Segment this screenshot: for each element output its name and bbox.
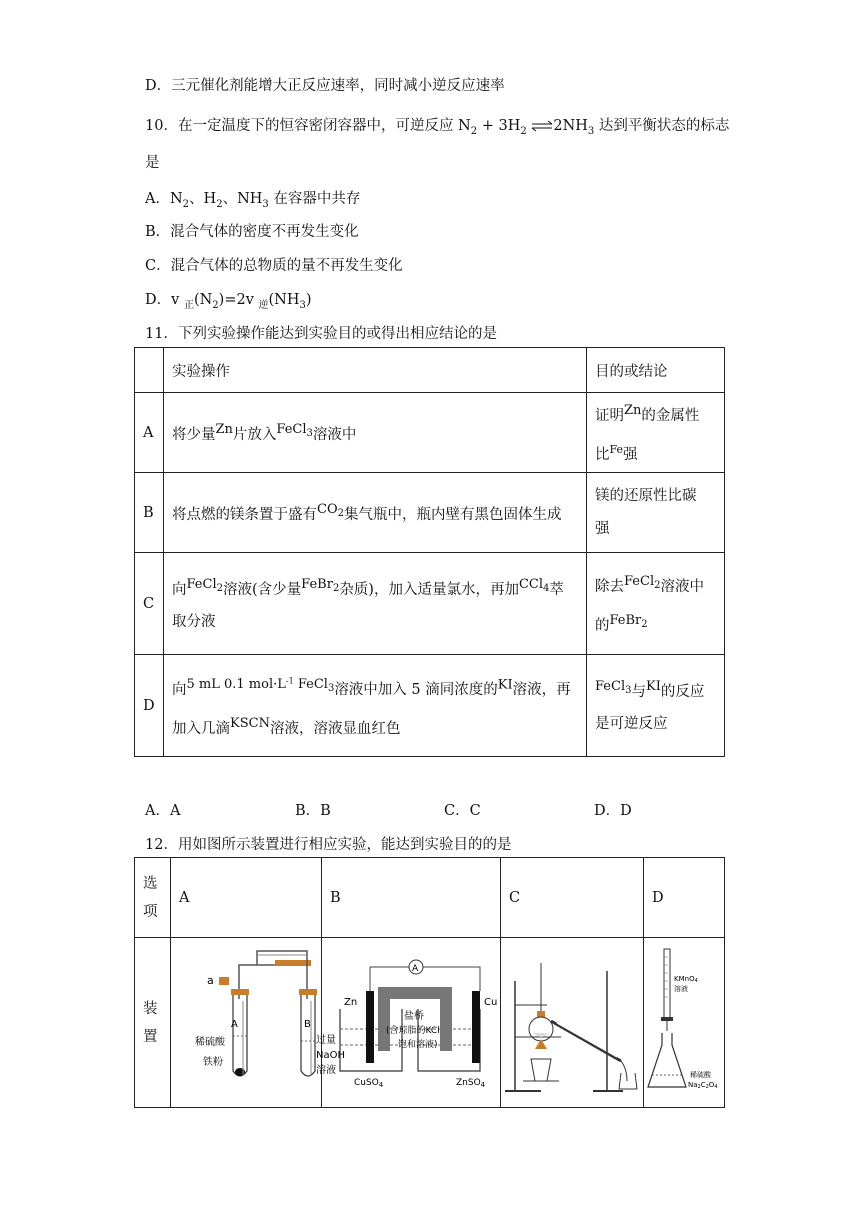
q10-option-b: B．混合气体的密度不再发生变化 xyxy=(145,224,359,240)
table-row xyxy=(135,655,725,757)
q11-stem: 11．下列实验操作能达到实验目的或得出相应结论的是 xyxy=(145,326,497,342)
row-key: C xyxy=(135,553,164,655)
label-cu: Cu xyxy=(484,996,498,1008)
equilibrium-arrow-icon xyxy=(531,121,553,131)
q11-choice-a: A．A xyxy=(145,803,181,819)
row-operation: 将少量$^{Zn}$片放入$^{FeCl_3}$溶液中 xyxy=(164,393,587,473)
label-dilute-h2so4: 稀硫酸 xyxy=(690,1070,711,1079)
q12-col-a: A xyxy=(171,858,322,938)
row-goal: $^{FeCl_3}$与$^{KI}$的反应 是可逆反应 xyxy=(587,655,725,757)
figure-b-cell xyxy=(322,938,501,1108)
apparatus-b-diagram xyxy=(322,941,500,1101)
label-solution: 溶液 xyxy=(316,1064,336,1076)
q11-choice-b: B．B xyxy=(295,803,331,819)
row-operation: 向$^{5 mL 0.1 mol\cdot L^{-1} FeCl_3}$溶液中加入 5 滴同浓度的$^{KI}$溶液，再 加入几滴$^{KSCN}$溶液，溶液显血红色 xyxy=(164,655,587,757)
q9-option-d: D．三元催化剂能增大正反应速率，同时减小逆反应速率 xyxy=(145,78,505,94)
label-tube-a: A xyxy=(231,1018,238,1030)
q11-choice-d: D．D xyxy=(594,803,632,819)
label-saturated: 饱和溶液) xyxy=(398,1039,438,1050)
table-row xyxy=(135,553,725,655)
q12-row-header-apparatus: 装 置 xyxy=(135,938,171,1108)
label-cuso4: CuSO$_4$ xyxy=(354,1077,384,1089)
row-key: D xyxy=(135,655,164,757)
row-goal: 证明$^{Zn}$的金属性 比$^{Fe}$强 xyxy=(587,393,725,473)
ammeter-label: A xyxy=(412,963,419,974)
row-operation: 将点燃的镁条置于盛有$^{CO_2}$集气瓶中，瓶内壁有黑色固体生成 xyxy=(164,473,587,553)
q12-col-d: D xyxy=(644,858,725,938)
q11-table xyxy=(134,347,725,757)
label-salt-bridge-content: (含琼脂的KCl xyxy=(386,1025,440,1036)
table-row xyxy=(135,393,725,473)
label-tube-b: B xyxy=(304,1018,311,1030)
label-zn: Zn xyxy=(344,996,358,1008)
q12-row-header-option: 选 项 xyxy=(135,858,171,938)
label-na2c2o4: Na2C2O4 xyxy=(688,1080,718,1090)
label-dilute-acid: 稀硫酸 xyxy=(195,1036,225,1048)
q10-stem-end: 是 xyxy=(145,155,160,171)
q10-option-c: C．混合气体的总物质的量不再发生变化 xyxy=(145,258,403,274)
apparatus-a-diagram xyxy=(171,941,345,1101)
label-excess: 过量 xyxy=(316,1034,336,1046)
figure-a-cell xyxy=(171,938,345,1108)
q11-header-op: 实验操作 xyxy=(164,348,587,393)
figure-d-cell xyxy=(644,938,725,1108)
q11-header-goal: 目的或结论 xyxy=(587,348,725,393)
q12-col-c: C xyxy=(501,858,644,938)
label-naoh: NaOH xyxy=(316,1049,345,1061)
q12-table xyxy=(134,857,725,1108)
label-iron-powder: 铁粉 xyxy=(203,1056,223,1068)
q12-col-b: B xyxy=(322,858,501,938)
apparatus-c-diagram xyxy=(501,941,643,1101)
figure-c-cell xyxy=(501,938,644,1108)
row-key: A xyxy=(135,393,164,473)
label-kmno4-solution: 溶液 xyxy=(674,984,688,993)
row-goal: 镁的还原性比碳 强 xyxy=(587,473,725,553)
label-salt-bridge: 盐桥 xyxy=(404,1010,424,1022)
row-operation: 向$^{FeCl_2}$溶液(含少量$^{FeBr_2}$杂质)，加入适量氯水，再加$^{CCl_4}$萃 取分液 xyxy=(164,553,587,655)
q10-stem: 10．在一定温度下的恒容密闭容器中，可逆反应 $N_2 + 3H_2$ $2NH_3$ 达到平衡状态的标志 xyxy=(145,118,730,137)
label-znso4: ZnSO$_4$ xyxy=(456,1077,486,1089)
table-row xyxy=(135,473,725,553)
q12-stem: 12．用如图所示装置进行相应实验，能达到实验目的的是 xyxy=(145,837,512,853)
q10-option-a: A．$N_2$、$H_2$、$NH_3$ 在容器中共存 xyxy=(145,191,361,210)
row-goal: 除去$^{FeCl_2}$溶液中 的$^{FeBr_2}$ xyxy=(587,553,725,655)
apparatus-d-diagram xyxy=(644,941,724,1101)
row-key: B xyxy=(135,473,164,553)
label-kmno4: KMnO4 xyxy=(674,974,698,984)
q10-option-d: D．v $_正(N_2)=2v$ $_逆(NH_3)$ xyxy=(145,292,312,311)
q11-choice-c: C．C xyxy=(444,803,481,819)
label-a: a xyxy=(207,973,214,987)
